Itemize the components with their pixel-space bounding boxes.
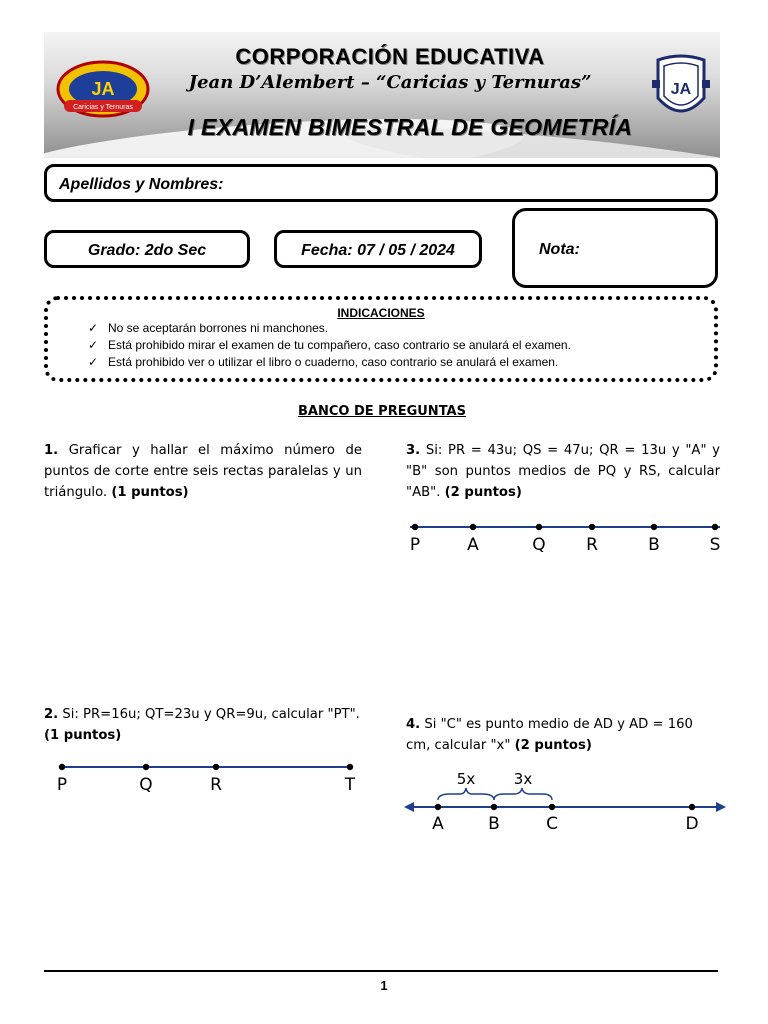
- point-A: [470, 524, 476, 530]
- point-R: [589, 524, 595, 530]
- point-A: [435, 804, 441, 810]
- check-icon: ✓: [88, 321, 99, 335]
- exam-title: I EXAMEN BIMESTRAL DE GEOMETRÍA: [187, 114, 633, 140]
- check-icon: ✓: [88, 355, 99, 369]
- point-label-Q: Q: [139, 775, 153, 795]
- check-icon: ✓: [88, 338, 99, 352]
- point-S: [712, 524, 718, 530]
- question-1: [44, 440, 362, 503]
- point-label-C: C: [546, 814, 558, 834]
- segment-label-5x: 5x: [456, 772, 476, 788]
- arrow-right-icon: [716, 802, 726, 812]
- institution-title: CORPORACIÓN EDUCATIVA: [235, 44, 545, 69]
- point-R: [213, 764, 219, 770]
- q3-figure: [400, 516, 730, 562]
- point-Q: [536, 524, 542, 530]
- point-P: [59, 764, 65, 770]
- point-label-B: B: [488, 814, 500, 834]
- point-label-S: S: [709, 535, 721, 555]
- point-D: [689, 804, 695, 810]
- point-T: [347, 764, 353, 770]
- q3-text: Si: PR = 43u; QS = 47u; QR = 13u y "A" y "B" son puntos medios de PQ y RS, calcular "AB".: [406, 443, 720, 500]
- logo-right-text: JA: [670, 81, 692, 98]
- logo-left-caption: Caricias y Ternuras: [73, 104, 133, 111]
- point-Q: [143, 764, 149, 770]
- point-label-A: A: [467, 535, 479, 555]
- point-label-P: P: [409, 535, 421, 555]
- q3-number: 3.: [406, 443, 421, 458]
- q4-points: (2 puntos): [514, 738, 592, 753]
- institution-subtitle: Jean D’Alembert – “Caricias y Ternuras”: [188, 72, 592, 93]
- point-B: [491, 804, 497, 810]
- q4-number: 4.: [406, 717, 421, 732]
- instruction-item: ✓ No se aceptarán borrones ni manchones.: [88, 321, 329, 335]
- question-bank-title: BANCO DE PREGUNTAS: [298, 404, 466, 419]
- point-label-R: R: [210, 775, 222, 795]
- names-field[interactable]: [44, 164, 718, 202]
- school-logo-left: [56, 60, 150, 118]
- q1-text: Graficar y hallar el máximo número de puntos de corte entre seis rectas paralelas y un triángulo.: [44, 443, 362, 500]
- date-label: Fecha: 07 / 05 / 2024: [301, 242, 455, 259]
- footer-rule: [44, 970, 718, 972]
- point-label-B: B: [648, 535, 660, 555]
- point-C: [549, 804, 555, 810]
- point-label-R: R: [586, 535, 598, 555]
- point-B: [651, 524, 657, 530]
- q1-points: (1 puntos): [111, 485, 189, 500]
- grade-field: [44, 230, 250, 268]
- instruction-item: ✓ Está prohibido ver o utilizar el libro o cuaderno, caso contrario se anulará el examen.: [88, 355, 559, 369]
- question-2: [44, 704, 364, 746]
- page-number: 1: [380, 978, 388, 993]
- q4-figure: [400, 772, 730, 834]
- grade-score-field[interactable]: [512, 208, 718, 288]
- point-label-T: T: [344, 775, 356, 795]
- point-P: [412, 524, 418, 530]
- point-label-D: D: [685, 814, 699, 834]
- arrow-left-icon: [404, 802, 414, 812]
- point-label-A: A: [432, 814, 444, 834]
- instructions-title: INDICACIONES: [337, 306, 425, 320]
- q2-points: (1 puntos): [44, 728, 122, 743]
- nota-label: Nota:: [539, 241, 580, 258]
- question-3: [406, 440, 720, 503]
- segment-label-3x: 3x: [513, 772, 533, 788]
- point-label-P: P: [56, 775, 68, 795]
- q3-points: (2 puntos): [444, 485, 522, 500]
- question-4: [406, 714, 720, 756]
- names-label: Apellidos y Nombres:: [59, 176, 224, 193]
- instruction-item: ✓ Está prohibido mirar el examen de tu compañero, caso contrario se anulará el examen.: [88, 338, 571, 352]
- grade-label: Grado: 2do Sec: [87, 242, 207, 259]
- brace-3x: [494, 788, 552, 800]
- date-field: [274, 230, 482, 268]
- logo-left-text: JA: [91, 79, 115, 99]
- q2-text: Si: PR=16u; QT=23u y QR=9u, calcular "PT".: [62, 707, 360, 722]
- brace-5x: [438, 788, 494, 800]
- q2-figure: [44, 756, 374, 796]
- q1-number: 1.: [44, 443, 59, 458]
- q4-text: Si "C" es punto medio de AD y AD = 160 cm, calcular "x": [406, 717, 693, 753]
- point-label-Q: Q: [532, 535, 546, 555]
- q2-number: 2.: [44, 707, 59, 722]
